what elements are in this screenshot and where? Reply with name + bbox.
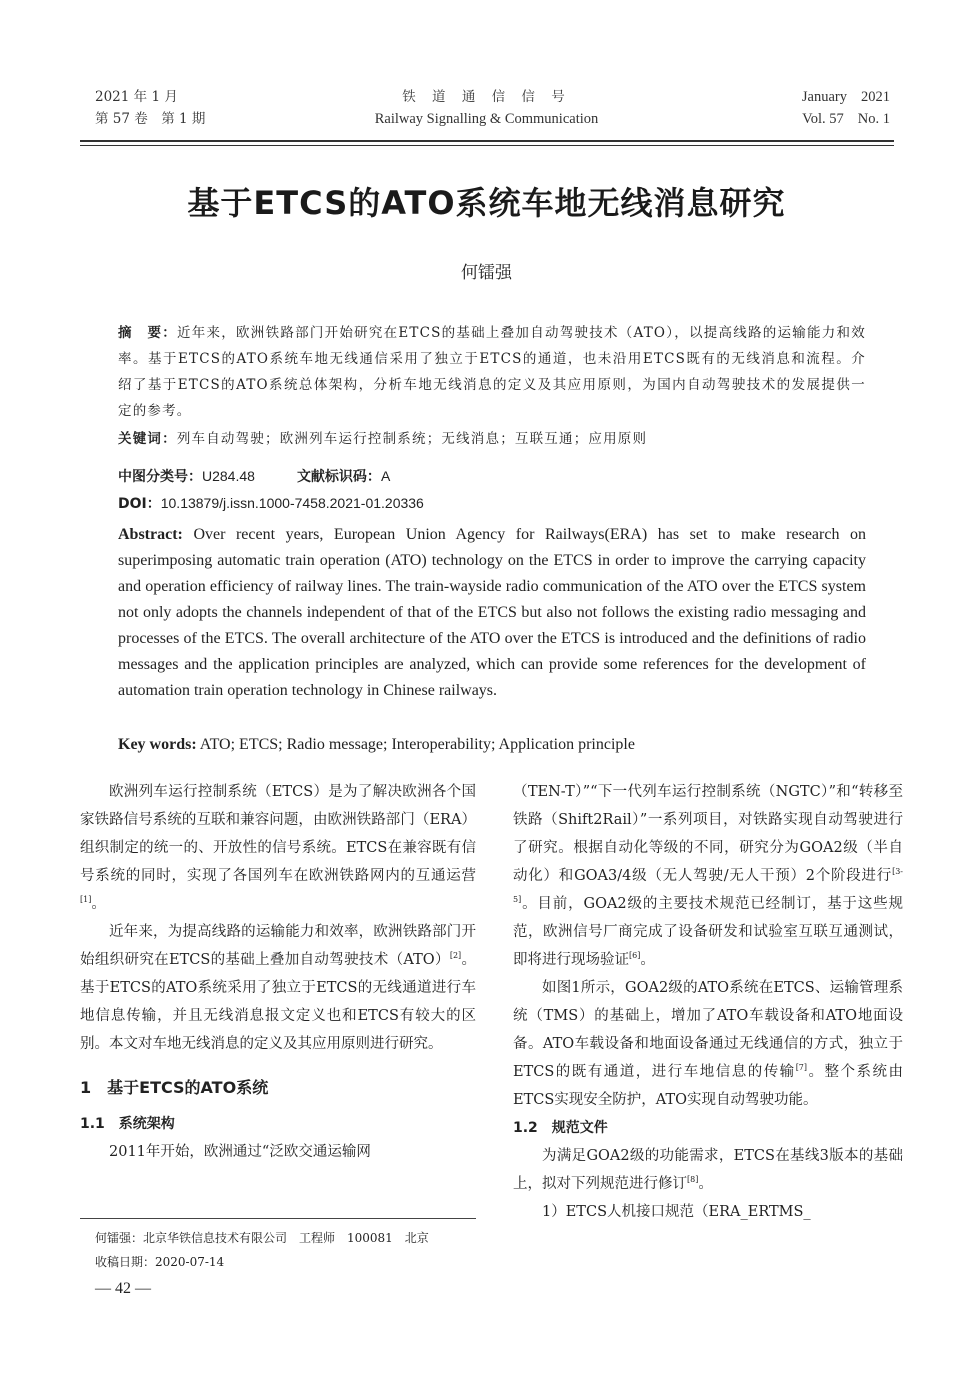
issue-date: 2021 年 1 月 — [95, 89, 178, 105]
citation[interactable]: [7] — [795, 1063, 808, 1073]
page-number: — 42 — — [95, 1280, 151, 1297]
volume-issue-cn: 第 57 卷 第 1 期 — [95, 111, 206, 127]
paragraph-text: 。 — [698, 1176, 713, 1192]
keywords-cn — [118, 426, 866, 452]
paragraph — [513, 1142, 903, 1198]
paragraph: 2011年开始，欧洲通过“泛欧交通运输网 — [109, 1144, 371, 1160]
classification — [118, 463, 866, 517]
issue-year-en: 2021 — [861, 89, 890, 105]
paragraph-text: 。 — [91, 896, 106, 912]
abstract-cn-text: 近年来，欧洲铁路部门开始研究在ETCS的基础上叠加自动驾驶技术（ATO），以提高线路的运输能力和效率。基于ETCS的ATO系统车地无线通信采用了独立于ETCS的通道，也未沿用ETCS既有的无线消息和流程。介绍了基于ETCS的ATO系统总体架构，分析车地无线消息的定义及其应用原则，为国内自动驾驶技术的发展提供一定的参考。 — [118, 325, 866, 419]
citation[interactable]: [2] — [449, 951, 462, 961]
paragraph — [513, 974, 903, 1114]
number-en: No. 1 — [857, 111, 890, 127]
paragraph-text: （TEN-T）”“下一代列车运行控制系统（NGTC）”和“转移至铁路（Shift2Rail）”一系列项目，对铁路实现自动驾驶进行了研究。根据自动化等级的不同，研究分为GOA2级（半自动化）和GOA3/4级（无人驾驶/无人干预）2个阶段进行 — [513, 784, 903, 884]
keywords-en-label: Key words: — [118, 736, 197, 753]
paragraph — [513, 778, 903, 974]
paragraph-text: 。 — [640, 952, 655, 968]
author-affiliation: 何镭强：北京华铁信息技术有限公司 工程师 100081 北京 — [95, 1231, 429, 1245]
journal-name — [300, 86, 673, 130]
clc-label: 中图分类号： — [118, 469, 202, 485]
author: 何镭强 — [461, 263, 512, 283]
journal-name-cn: 铁 道 通 信 信 号 — [402, 89, 571, 105]
paragraph-text: 如图1所示，GOA2级的ATO系统在ETCS、运输管理系统（TMS）的基础上，增加了ATO车载设备和ATO地面设备。ATO车载设备和地面设备通过无线通信的方式，独立于ETCS的既有通道，进行车地信息的传输 — [513, 980, 903, 1080]
abstract-en-text: Over recent years, European Union Agency for Railways(ERA) has set to make research on superimposing automatic train operation (ATO) technology on the ETCS in order to improve the carrying capacity and operation efficiency of railway lines. The train-wayside radio communication of the ATO over the ETCS system not only adopts the channels independent of that of the ETCS but also not follows the existing radio messaging and processes of the ETCS. The overall architecture of the ATO over the ETCS is introduced and the definitions of radio messages and the application principles are analyzed, which can provide some references for the development of automation train operation technology in Chinese railways. — [118, 526, 867, 699]
paragraph — [80, 778, 476, 918]
abstract-en — [118, 522, 866, 704]
citation[interactable]: [1] — [80, 895, 92, 905]
abstract-cn-label: 摘 要： — [118, 325, 178, 341]
paragraph-text: 。目前，GOA2级的主要技术规范已经制订，基于这些规范，欧洲信号厂商完成了设备研发和试验室互联互通测试，即将进行现场验证 — [513, 896, 903, 968]
citation[interactable]: [8] — [687, 1175, 699, 1185]
keywords-cn-label: 关键词： — [118, 431, 177, 447]
body-column-right — [513, 778, 903, 1226]
header-rule-thin — [80, 145, 894, 146]
paragraph — [80, 918, 476, 1058]
header-rule-thick — [80, 140, 894, 142]
section-heading: 1 基于ETCS的ATO系统 — [80, 1078, 269, 1097]
received-date: 收稿日期：2020-07-14 — [95, 1255, 225, 1269]
subsection-heading: 1.2 规范文件 — [513, 1120, 608, 1136]
paragraph-text: 为满足GOA2级的功能需求，ETCS在基线3版本的基础上，拟对下列规范进行修订 — [513, 1148, 903, 1192]
volume-en: Vol. 57 — [802, 111, 844, 127]
doc-code-label: 文献标识码： — [296, 469, 381, 485]
doc-code-value: A — [380, 468, 391, 484]
paper-title: 基于ETCS的ATO系统车地无线消息研究 — [187, 184, 786, 222]
abstract-cn — [118, 320, 866, 424]
keywords-en-text: ATO; ETCS; Radio message; Interoperability; Application principle — [199, 736, 635, 753]
keywords-cn-text: 列车自动驾驶；欧洲列车运行控制系统；无线消息；互联互通；应用原则 — [176, 431, 648, 447]
doi-label: DOI： — [118, 496, 161, 512]
issue-month-en: January — [801, 89, 847, 105]
citation[interactable]: [3-5] — [513, 867, 903, 905]
paragraph-text: 欧洲列车运行控制系统（ETCS）是为了解决欧洲各个国家铁路信号系统的互联和兼容问题，由欧洲铁路部门（ERA）组织制定的统一的、开放性的信号系统。ETCS在兼容既有信号系统的同时，实现了各国列车在欧洲铁路网内的互通运营 — [80, 784, 476, 884]
paragraph-text: 。整个系统由ETCS实现安全防护，ATO实现自动驾驶功能。 — [513, 1064, 903, 1108]
keywords-en — [118, 732, 866, 758]
clc-value: U284.48 — [202, 468, 255, 484]
paragraph: 1）ETCS人机接口规范（ERA_ERTMS_ — [542, 1204, 811, 1220]
doi-value: 10.13879/j.issn.1000-7458.2021-01.20336 — [160, 495, 424, 511]
journal-name-en: Railway Signalling & Communication — [374, 111, 599, 127]
subsection-heading: 1.1 系统架构 — [80, 1116, 175, 1132]
journal-date-issue-en — [700, 86, 890, 130]
footnote-rule — [80, 1218, 476, 1219]
abstract-en-label: Abstract: — [118, 526, 183, 543]
body-column-left — [80, 778, 476, 1166]
paragraph-text: 近年来，为提高线路的运输能力和效率，欧洲铁路部门开始组织研究在ETCS的基础上叠加自动驾驶技术（ATO） — [80, 924, 476, 968]
citation[interactable]: [6] — [629, 951, 641, 961]
journal-date-issue — [95, 86, 315, 130]
paragraph-text: 。基于ETCS的ATO系统采用了独立于ETCS的无线通道进行车地信息传输，并且无线消息报文定义也和ETCS有较大的区别。本文对车地无线消息的定义及其应用原则进行研究。 — [80, 952, 477, 1052]
